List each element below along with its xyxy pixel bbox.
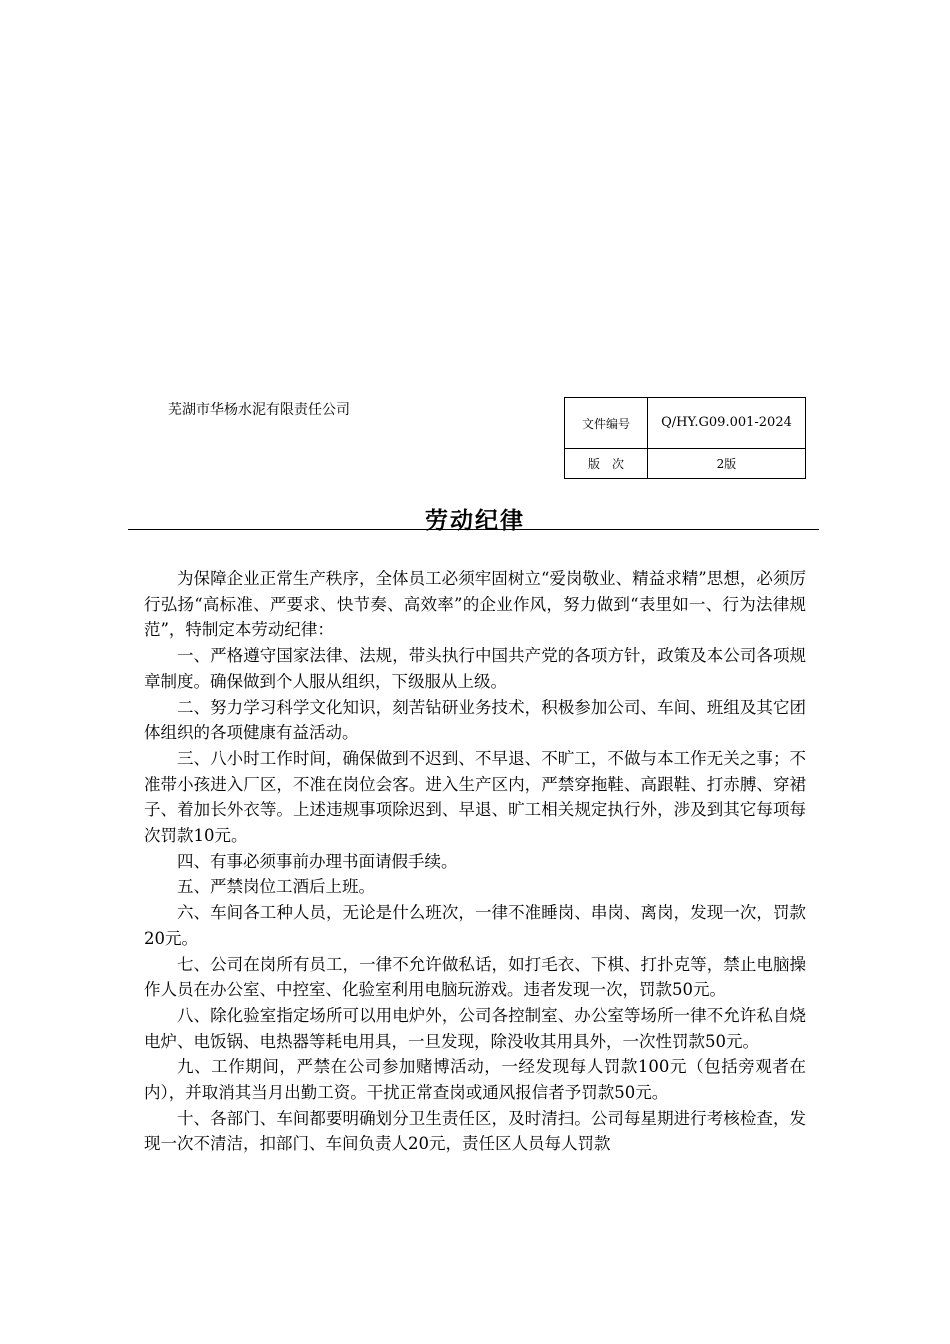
rule-paragraph-5: 五、严禁岗位工酒后上班。 <box>177 877 375 897</box>
doc-number-cell <box>648 398 806 449</box>
rule-paragraph-6: 六、车间各工种人员，无论是什么班次，一律不准睡岗、串岗、离岗，发现一次，罚款20元。 <box>144 903 806 948</box>
doc-number-row <box>565 398 806 449</box>
rule-paragraph-8: 八、除化验室指定场所可以用电炉外，公司各控制室、办公室等场所一律不允许私自烧电炉、电饭锅、电热器等耗电用具，一旦发现，除没收其用具外，一次性罚款50元。 <box>144 1005 806 1051</box>
rule-paragraph-2: 二、努力学习科学文化知识，刻苦钻研业务技术，积极参加公司、车间、班组及其它团体组织的各项健康有益活动。 <box>144 697 806 743</box>
version-row <box>565 449 806 479</box>
rule-paragraph-10: 十、各部门、车间都要明确划分卫生责任区，及时清扫。公司每星期进行考核检查，发现一次不清洁，扣部门、车间负责人20元，责任区人员每人罚款 <box>144 1108 806 1154</box>
rule-paragraph-3: 三、八小时工作时间，确保做到不迟到、不早退、不旷工，不做与本工作无关之事；不准带小孩进入厂区，不准在岗位会客。进入生产区内，严禁穿拖鞋、高跟鞋、打赤膊、穿裙子、着加长外衣等。上述违规事项除迟到、早退、旷工相关规定执行外，涉及到其它每项每次罚款10元。 <box>144 748 806 846</box>
rule-paragraph-7: 七、公司在岗所有员工，一律不允许做私话，如打毛衣、下棋、打扑克等，禁止电脑操作人员在办公室、中控室、化验室利用电脑玩游戏。违者发现一次，罚款50元。 <box>144 954 806 1000</box>
intro-paragraph: 为保障企业正常生产秩序，全体员工必须牢固树立“爱岗敬业、精益求精”思想，必须厉行弘扬“高标准、严要求、快节奏、高效率”的企业作风，努力做到“表里如一、行为法律规范”，特制定本劳动纪律： <box>144 569 806 640</box>
version-label: 版 次 <box>565 449 648 479</box>
rule-paragraph-9: 九、工作期间，严禁在公司参加赌博活动，一经发现每人罚款100元（包括旁观者在内），并取消其当月出勤工资。干扰正常查岗或通风报信者予罚款50元。 <box>144 1057 806 1103</box>
version-value: 2版 <box>648 449 806 479</box>
document-title: 劳动纪律 <box>425 507 525 534</box>
rule-paragraph-4: 四、有事必须事前办理书面请假手续。 <box>177 851 458 871</box>
title-underline <box>128 529 819 530</box>
doc-number-value: Q/HY.G09.001-2024 <box>661 415 792 430</box>
doc-number-label: 文件编号 <box>565 398 648 449</box>
company-name: 芜湖市华杨水泥有限责任公司 <box>168 402 350 418</box>
document-info-table <box>564 397 806 479</box>
rule-paragraph-1: 一、严格遵守国家法律、法规，带头执行中国共产党的各项方针，政策及本公司各项规章制度。确保做到个人服从组织，下级服从上级。 <box>144 646 806 691</box>
document-body <box>144 566 806 1157</box>
